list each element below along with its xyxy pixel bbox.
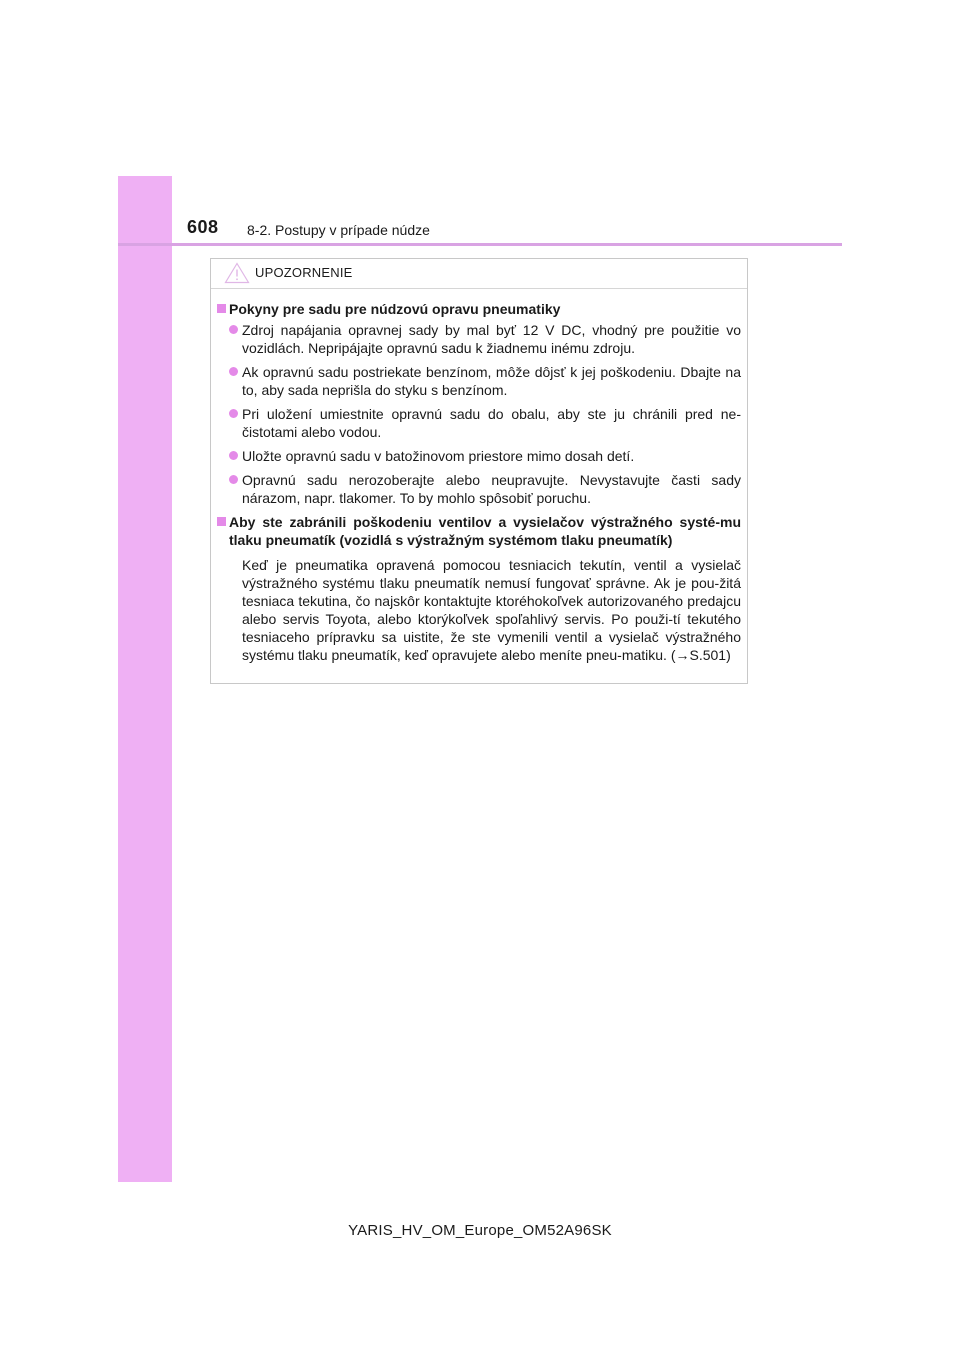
list-item (217, 363, 741, 399)
square-bullet-icon (217, 304, 226, 313)
heading-text: Pokyny pre sadu pre núdzovú opravu pneumatiky (229, 301, 561, 317)
footer-document-code: YARIS_HV_OM_Europe_OM52A96SK (348, 1222, 612, 1239)
list-item-text: Opravnú sadu nerozoberajte alebo neupravujte. Nevystavujte časti sady nárazom, napr. tlakomer. To by mohlo spôsobiť poruchu. (242, 472, 741, 506)
list-item-text: Zdroj napájania opravnej sady by mal byť 12 V DC, vhodný pre použitie vo vozidlách. Nepripájajte opravnú sadu k žiadnemu inému zdroju. (242, 322, 741, 356)
warning-title: UPOZORNENIE (255, 265, 353, 280)
heading-text: Aby ste zabránili poškodeniu ventilov a vysielačov výstražného systé-mu tlaku pneumatík (vozidlá s výstražným systémom tlaku pneumatík) (229, 514, 741, 548)
page-number: 608 (187, 217, 219, 237)
side-tab-strip (118, 176, 172, 1182)
list-item-text: Ak opravnú sadu postriekate benzínom, môže dôjsť k jej poškodeniu. Dbajte na to, aby sada neprišla do styku s benzínom. (242, 364, 741, 398)
list-item (217, 471, 741, 507)
list-item (217, 321, 741, 357)
warning-header (211, 259, 747, 289)
warning-content (217, 300, 741, 664)
warning-box (210, 258, 748, 684)
header-divider (118, 243, 842, 246)
list-item (217, 405, 741, 441)
round-bullet-icon (229, 325, 238, 334)
section-heading-repair-kit (217, 300, 741, 318)
square-bullet-icon (217, 517, 226, 526)
list-item (217, 447, 741, 465)
round-bullet-icon (229, 367, 238, 376)
section-body-text: Keď je pneumatika opravená pomocou tesniacich tekutín, ventil a vysielač výstražného systému tlaku pneumatík nemusí fungovať správne. Ak je pou-žitá tesniaca tekutina, čo najskôr kontaktujte ktoréhokoľvek autorizovaného predajcu alebo servis Toyota, alebo ktorýkoľvek spoľahlivý servis. Po použi-tí tekutého tesniaceho prípravku sa uistite, že ste vymenili ventil a vysielač výstražného systému tlaku pneumatík, keď opravujete alebo meníte pneu-matiku. (→S.501) (242, 557, 741, 663)
list-item-text: Uložte opravnú sadu v batožinovom priestore mimo dosah detí. (242, 448, 635, 464)
round-bullet-icon (229, 475, 238, 484)
round-bullet-icon (229, 409, 238, 418)
warning-triangle-icon (224, 262, 250, 284)
section-title: 8-2. Postupy v prípade núdze (247, 222, 430, 238)
round-bullet-icon (229, 451, 238, 460)
section-heading-valves (217, 513, 741, 549)
list-item-text: Pri uložení umiestnite opravnú sadu do obalu, aby ste ju chránili pred ne-čistotami alebo vodou. (242, 406, 741, 440)
